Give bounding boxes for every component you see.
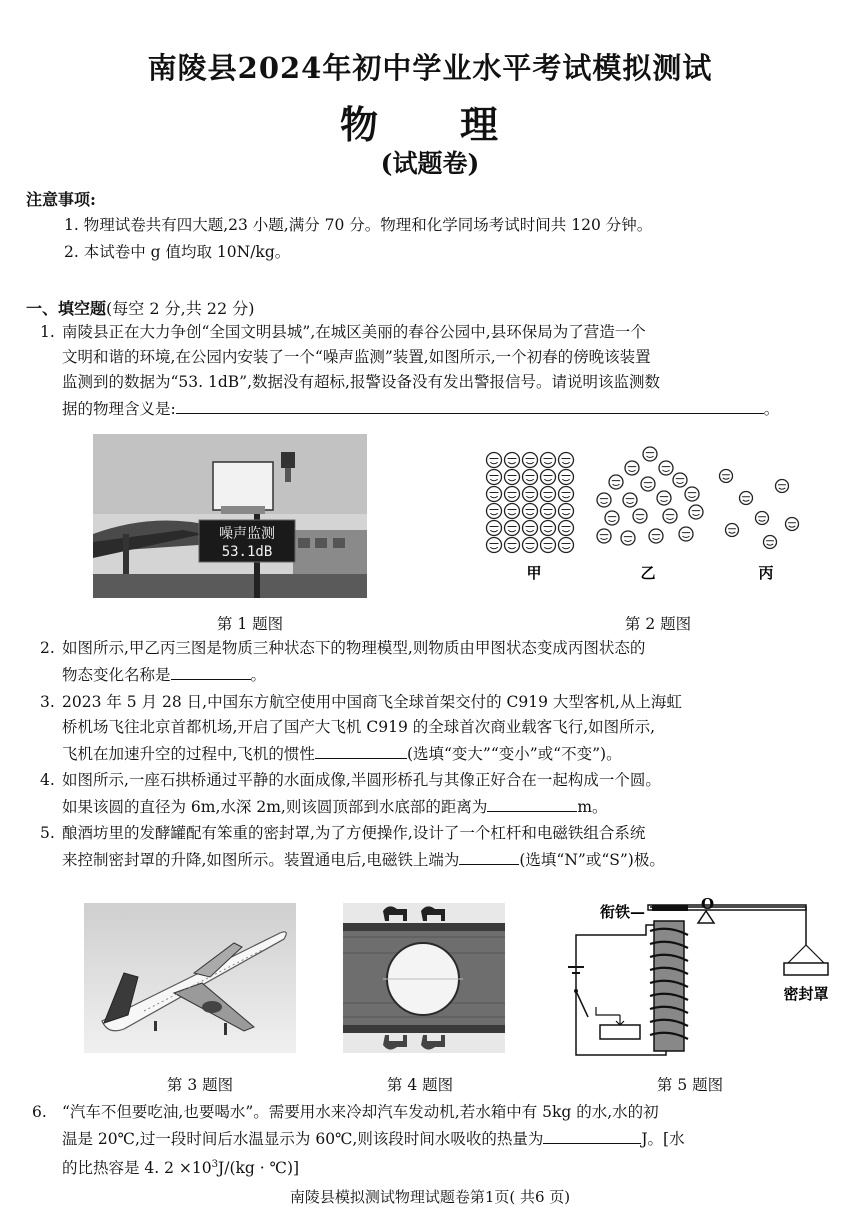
molecule-icon [487, 453, 502, 468]
molecule-icon [541, 521, 556, 536]
molecule-icon [523, 470, 538, 485]
question-text: “汽车不但要吃油,也要喝水”。需要用水来冷却汽车发动机,若水箱中有 5kg 的水,水的初 [62, 1103, 659, 1121]
question-text: 飞机在加速升空的过程中,飞机的惯性 [62, 745, 315, 763]
subject-title: 物 理 [339, 102, 520, 147]
paper-type: (试题卷) [380, 149, 480, 178]
molecule-icon [559, 504, 574, 519]
molecule-icon [764, 536, 777, 549]
section-detail: (每空 2 分,共 22 分) [106, 299, 255, 318]
gas-molecules [720, 470, 799, 549]
solid-grid [487, 453, 574, 553]
molecule-icon [609, 475, 623, 489]
section-label: 一、填空题 [26, 299, 107, 318]
note-2: 2. 本试卷中 g 值均取 10N/kg。 [64, 243, 291, 261]
molecule-icon [523, 453, 538, 468]
molecule-icon [621, 531, 635, 545]
arch-bridge-photo [343, 903, 505, 1053]
molecule-icon [689, 505, 703, 519]
molecule-icon [559, 538, 574, 553]
question-text: m。 [577, 798, 608, 816]
question-text: 南陵县正在大力争创“全国文明县城”,在城区美丽的春谷公园中,县环保局为了营造一个 [62, 323, 646, 341]
molecule-icon [663, 509, 677, 523]
question-text: 如图所示,一座石拱桥通过平静的水面成像,半圆形桥孔与其像正好合在一起构成一个圆。 [62, 771, 661, 789]
switch-icon [576, 991, 588, 1017]
molecule-icon [657, 491, 671, 505]
answer-blank[interactable] [543, 1125, 641, 1144]
question-text: 。 [250, 666, 267, 684]
answer-blank[interactable] [176, 395, 764, 414]
question-text: 监测到的数据为“53. 1dB”,数据没有超标,报警设备没有发出警报信号。请说明该监测数 [62, 373, 660, 391]
answer-blank[interactable] [171, 661, 251, 680]
question-1 [40, 320, 838, 422]
molecule-icon [740, 492, 753, 505]
molecule-icon [487, 538, 502, 553]
question-6 [32, 1100, 838, 1181]
molecule-icon [623, 493, 637, 507]
molecule-icon [523, 504, 538, 519]
molecule-icon [559, 453, 574, 468]
molecule-icon [505, 521, 520, 536]
state-label-gas: 丙 [758, 564, 774, 582]
question-number: 4. [40, 771, 55, 789]
molecule-icon [505, 453, 520, 468]
noise-monitor-photo [93, 434, 367, 598]
question-text: (选填“N”或“S”)极。 [519, 851, 665, 869]
molecule-icon [649, 529, 663, 543]
liquid-molecules [597, 447, 703, 545]
molecule-icon [597, 493, 611, 507]
molecule-icon [643, 447, 657, 461]
molecule-icon [505, 487, 520, 502]
cover-label: 密封罩 [783, 985, 829, 1003]
molecule-icon [505, 470, 520, 485]
molecule-icon [720, 470, 733, 483]
molecule-icon [756, 512, 769, 525]
figure-caption: 第 5 题图 [656, 1076, 724, 1094]
molecule-icon [541, 504, 556, 519]
question-text: 文明和谐的环境,在公园内安装了一个“噪声监测”装置,如图所示,一个初春的傍晚该装置 [62, 348, 651, 366]
molecule-icon [559, 521, 574, 536]
molecule-icon [625, 461, 639, 475]
figure-caption: 第 3 题图 [166, 1076, 234, 1094]
answer-blank[interactable] [487, 793, 577, 812]
question-text: 来控制密封罩的升降,如图所示。装置通电后,电磁铁上端为 [62, 851, 460, 869]
notes-heading: 注意事项: [26, 190, 96, 209]
molecule-icon [487, 504, 502, 519]
question-text: 如图所示,甲乙丙三图是物质三种状态下的物理模型,则物质由甲图状态变成丙图状态的 [62, 639, 646, 657]
molecule-icon [776, 480, 789, 493]
molecule-icon [541, 470, 556, 485]
question-text: 2023 年 5 月 28 日,中国东方航空使用中国商飞全球首架交付的 C919 大型客机,从上海虹 [62, 693, 682, 711]
question-text: 温是 20℃,过一段时间后水温显示为 60℃,则该段时间水吸收的热量为 [62, 1130, 544, 1148]
question-2 [40, 636, 838, 688]
molecule-icon [685, 487, 699, 501]
state-label-solid: 甲 [526, 564, 542, 582]
molecule-icon [487, 521, 502, 536]
answer-blank[interactable] [315, 740, 407, 759]
question-text: 物态变化名称是 [62, 666, 171, 684]
lever-electromagnet-diagram [566, 895, 836, 1065]
molecule-icon [487, 470, 502, 485]
molecule-icon [659, 461, 673, 475]
molecule-icon [541, 487, 556, 502]
question-text: J。[水 [641, 1130, 685, 1148]
state-label-liquid: 乙 [640, 564, 656, 582]
molecule-icon [541, 453, 556, 468]
exam-title: 南陵县2024年初中学业水平考试模拟测试 [147, 51, 713, 85]
molecule-icon [633, 509, 647, 523]
molecule-icon [541, 538, 556, 553]
figure-caption: 第 4 题图 [386, 1076, 454, 1094]
molecule-icon [726, 524, 739, 537]
rheostat-icon [600, 1025, 640, 1039]
question-text: 据的物理含义是: [62, 400, 176, 418]
question-number: 2. [40, 639, 55, 657]
question-number: 5. [40, 824, 55, 842]
molecule-icon [487, 487, 502, 502]
airplane-photo [84, 903, 296, 1053]
molecule-icon [523, 538, 538, 553]
question-text: 桥机场飞往北京首都机场,开启了国产大飞机 C919 的全球首次商业载客飞行,如图所示, [62, 718, 656, 736]
molecule-icon [523, 487, 538, 502]
molecule-icon [605, 511, 619, 525]
armature-label: 衔铁— [600, 903, 646, 921]
states-of-matter-diagram [480, 446, 810, 591]
question-text: 酿酒坊里的发酵罐配有笨重的密封罩,为了方便操作,设计了一个杠杆和电磁铁组合系统 [62, 824, 646, 842]
question-number: 3. [40, 693, 55, 711]
question-text: J/(kg · ℃)] [218, 1159, 300, 1178]
molecule-icon [559, 470, 574, 485]
answer-blank[interactable] [459, 846, 519, 865]
figure-caption: 第 2 题图 [624, 615, 692, 633]
pivot-label: O [701, 895, 715, 913]
molecule-icon [786, 518, 799, 531]
molecule-icon [505, 538, 520, 553]
question-number: 6. [32, 1103, 47, 1121]
question-number: 1. [40, 323, 55, 341]
exponent: 3 [211, 1159, 219, 1170]
figure-caption: 第 1 题图 [216, 615, 284, 633]
question-5 [40, 821, 838, 873]
question-text: 如果该圆的直径为 6m,水深 2m,则该圆顶部到水底部的距离为 [62, 798, 488, 816]
question-text: 的比热容是 4. 2 ×10 [62, 1159, 212, 1178]
section-heading [26, 296, 254, 319]
molecule-icon [505, 504, 520, 519]
molecule-icon [679, 527, 693, 541]
molecule-icon [673, 473, 687, 487]
question-4 [40, 768, 838, 820]
question-text: 。 [763, 400, 780, 418]
molecule-icon [523, 521, 538, 536]
note-1: 1. 物理试卷共有四大题,23 小题,满分 70 分。物理和化学同场考试时间共 120 分钟。 [64, 216, 653, 234]
molecule-icon [641, 477, 655, 491]
question-3 [40, 690, 838, 767]
page-footer: 南陵县模拟测试物理试题卷第1页( 共6 页) [289, 1188, 571, 1206]
sign-text: 噪声监测 [219, 526, 275, 542]
question-text: (选填“变大”“变小”或“不变”)。 [406, 745, 622, 763]
molecule-icon [559, 487, 574, 502]
molecule-icon [597, 529, 611, 543]
sign-reading: 53.1dB [221, 544, 273, 560]
